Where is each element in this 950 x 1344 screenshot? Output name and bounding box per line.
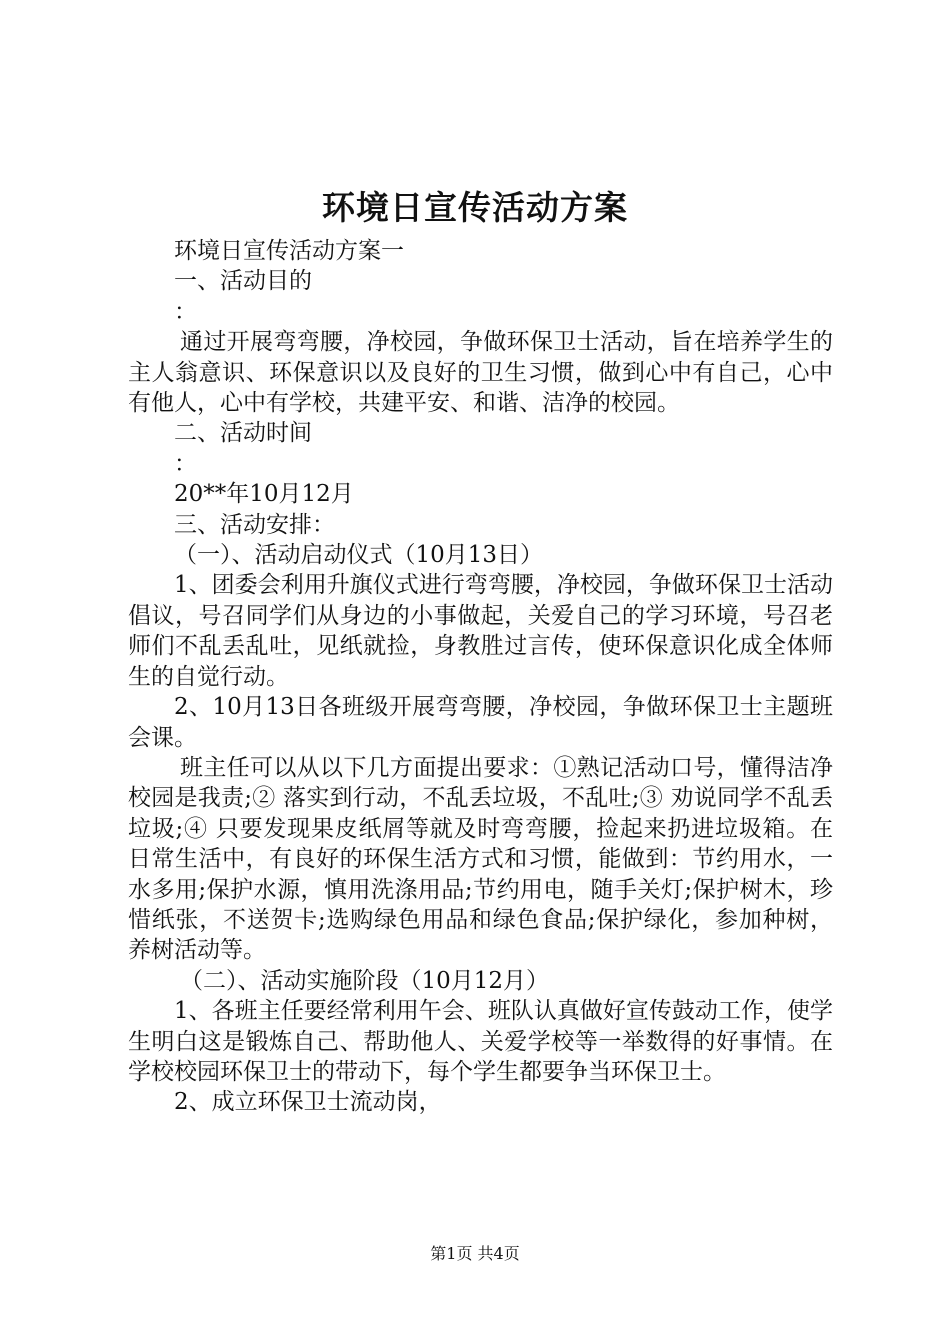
paragraph: 20**年10月12月 [174,481,354,508]
section-heading: 二、活动时间 [174,420,312,447]
paragraph: 2、10月13日各班级开展弯弯腰，净校园，争做环保卫士主题班会课。 [128,694,833,751]
paragraph: ： [174,298,197,325]
paragraph: 1、各班主任要经常利用午会、班队认真做好宣传鼓动工作，使学生明白这是锻炼自己、帮助他人、关爱学校等一举数得的好事情。在学校校园环保卫士的带动下，每个学生都要争当环保卫士。 [128,998,833,1085]
section-heading: 三、活动安排： [174,511,335,538]
paragraph: 通过开展弯弯腰，净校园，争做环保卫士活动，旨在培养学生的主人翁意识、环保意识以及良好的卫生习惯，做到心中有自己，心中有他人，心中有学校，共建平安、和谐、洁净的校园。 [128,329,833,417]
paragraph: ： [174,450,197,477]
document-body [128,236,833,1118]
paragraph: 1、团委会利用升旗仪式进行弯弯腰，净校园，争做环保卫士活动倡议，号召同学们从身边的小事做起，关爱自己的学习环境，号召老师们不乱丢乱吐，见纸就捡，身教胜过言传，使环保意识化成全体师生的自觉行动。 [128,572,833,690]
subsection-heading: （二）、活动实施阶段（10月12月） [180,967,550,994]
page-footer: 第1页 共4页 [430,1244,520,1263]
paragraph: 环境日宣传活动方案一 [174,238,404,264]
subsection-heading: （一）、活动启动仪式（10月13日） [174,542,544,569]
document-title: 环境日宣传活动方案 [322,188,628,227]
paragraph: 2、成立环保卫士流动岗， [174,1089,442,1116]
section-heading: 一、活动目的 [174,268,312,295]
paragraph: 班主任可以从以下几方面提出要求：①熟记活动口号，懂得洁净校园是我责;② 落实到行动，不乱丢垃圾，不乱吐;③ 劝说同学不乱丢垃圾;④ 只要发现果皮纸屑等就及时弯弯腰，捡起来扔进垃圾箱。在日常生活中，有良好的环保生活方式和习惯，能做到：节约用水，一水多用;保护水源，慎用洗涤用品;节约用电，随手关灯;保护树木，珍惜纸张，不送贺卡;选购绿色用品和绿色食品;保护绿化，参加种树，养树活动等。 [128,754,833,964]
